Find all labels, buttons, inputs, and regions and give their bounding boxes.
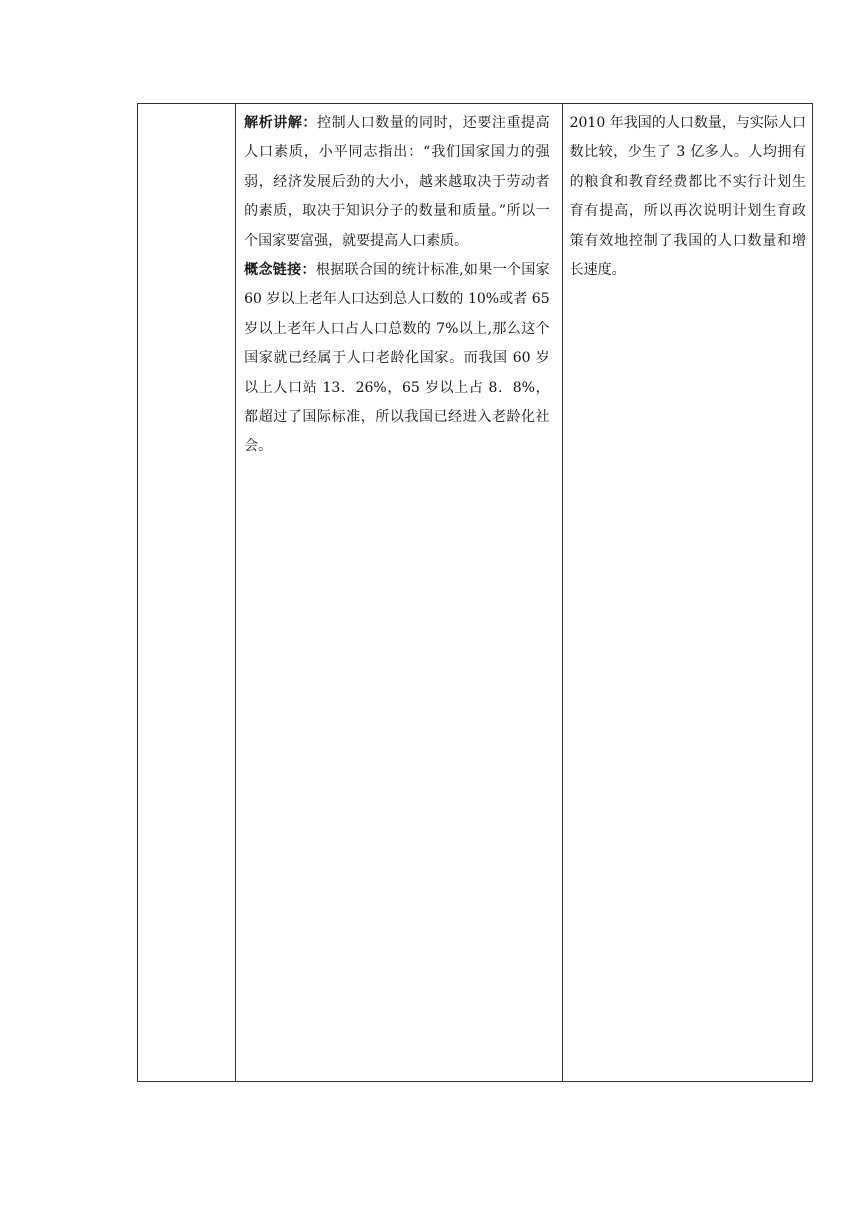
analysis-label: 解析讲解： [244,115,318,131]
left-empty-cell [138,104,236,1082]
right-paragraph: 2010 年我国的人口数量，与实际人口数比较，少生了 3 亿多人。人均拥有的粮食和教育经费都比不实行计划生育有提高，所以再次说明计划生育政策有效地控制了我国的人口数量和增长速度。 [569,115,806,279]
table-row [138,104,813,1082]
content-table [137,103,813,1082]
left-cell-text [138,104,235,109]
right-cell [562,104,812,1082]
concept-paragraph [244,256,549,462]
right-cell-content [563,104,812,285]
middle-cell [236,104,562,1082]
concept-label: 概念链接： [244,262,316,279]
concept-text: 根据联合国的统计标准,如果一个国家 60 岁以上老年人口达到总人口数的 10%或者 65 岁以上老年人口占人口总数的 7%以上,那么这个国家就已经属于人口老龄化国家。而我国 60 岁以上人口站 13．26%，65 岁以上占 8．8%，都超过了国际标准，所以我国已经进入老龄化社会。 [244,262,550,455]
middle-cell-content [236,104,561,462]
analysis-paragraph [244,109,549,256]
analysis-text: 控制人口数量的同时，还要注重提高人口素质，小平同志指出：“我们国家国力的强弱，经济发展后劲的大小，越来越取决于劳动者的素质，取决于知识分子的数量和质量。”所以一个国家要富强，就要提高人口素质。 [244,115,550,249]
